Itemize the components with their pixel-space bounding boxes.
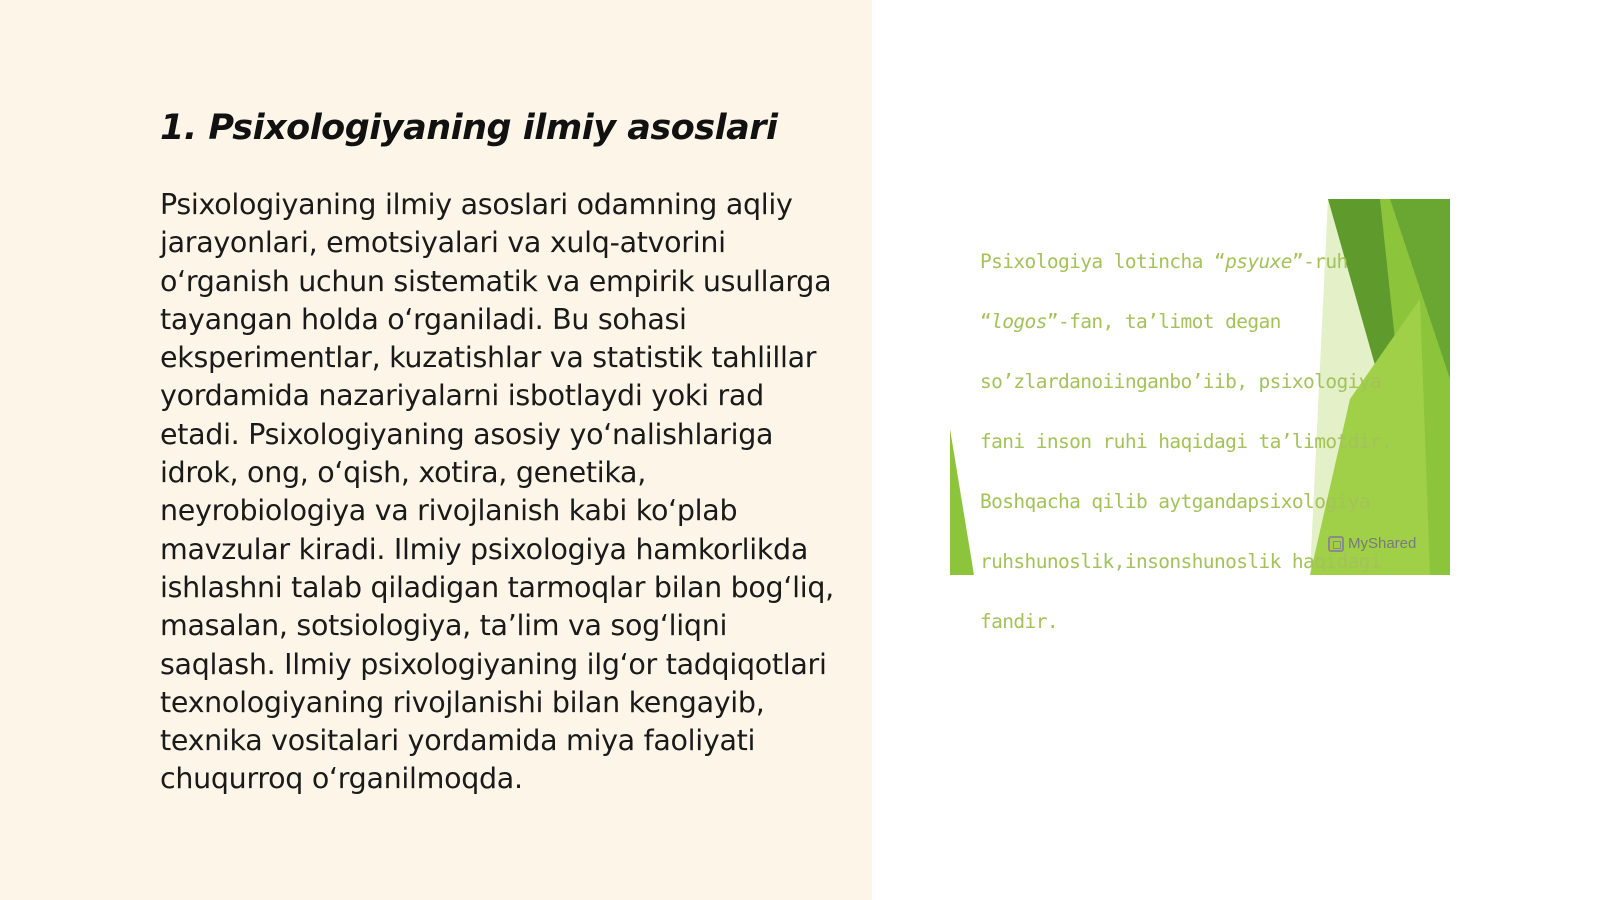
thumbnail-text [980, 217, 1400, 667]
thumbnail-line-1: Psixologiya lotincha “psyuxe”-ruh [980, 250, 1348, 273]
slide-body-text: Psixologiyaning ilmiy asoslari odamning aqliy jarayonlari, emotsiyalari va xulq-atvorini o‘rganish uchun sistematik va empirik usullarga tayangan holda o‘rganiladi. Bu sohasi eksperimentlar, kuzatishlar va statistik tahlillar yordamida nazariyalarni isbotlaydi yoki rad etadi. Psixologiyaning asosiy yo‘nalishlariga idrok, ong, o‘qish, xotira, genetika, neyrobiologiya va rivojlanish kabi ko‘plab mavzular kiradi. Ilmiy psixologiya hamkorlikda ishlashni talab qiladigan tarmoqlar bilan bog‘liq, masalan, sotsiologiya, ta’lim va sog‘liqni saqlash. Ilmiy psixologiyaning ilg‘or tadqiqotlari texnologiyaning rivojlanishi bilan kengayib, texnika vositalari yordamida miya faoliyati chuqurroq o‘rganilmoqda. [160, 188, 834, 796]
thumbnail-line-5: Boshqacha qilib aytgandapsixologiya [980, 490, 1370, 513]
watermark-label: MyShared [1348, 535, 1417, 552]
thumbnail-line-4: fani inson ruhi haqidagi ta’limotdir. [980, 430, 1393, 453]
slide-thumbnail-image [950, 199, 1450, 633]
watermark [1328, 535, 1416, 552]
thumbnail-line-7: fandir. [980, 610, 1058, 633]
myshared-logo-icon [1328, 536, 1344, 552]
thumbnail-line-3: so’zlardanoiinganbo’iib, psixologiya [980, 370, 1382, 393]
thumbnail-line-2: “logos”-fan, ta’limot degan [980, 310, 1281, 333]
thumbnail-line-6: ruhshunoslik,insonshunoslik haqidagi [980, 550, 1382, 573]
slide-title: 1. Psixologiyaning ilmiy asoslari [160, 108, 778, 148]
